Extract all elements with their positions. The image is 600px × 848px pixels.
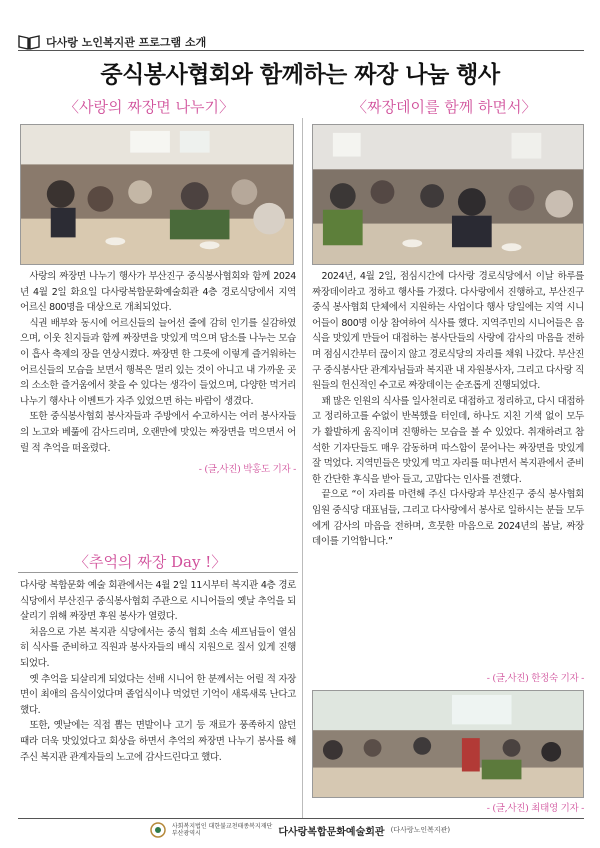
footer-org-sub: (다사랑노인복지관) [390, 826, 451, 834]
left2-paragraph-2: 처음으로 가본 복지관 식당에서는 중식 협회 소속 셰프님들이 열심히 식사를 준비하고 직원과 봉사자들의 배식 지원으로 질서 있게 진행되었다. [20, 626, 296, 669]
section-divider [18, 572, 298, 573]
left2-paragraph-1: 다사랑 복합문화 예술 회관에서는 4월 2일 11시부터 복지관 4층 경로식당에서 부산진구 중식봉사협회 주관으로 시니어들의 옛날 추억을 되살리기 위해 짜장면 후원 봉사가 열렸다. [20, 580, 296, 623]
right-paragraph-3: 끝으로 “이 자리를 마련해 주신 다사랑과 부산진구 중식 봉사협회 임원 중식당 대표님들, 그리고 다사랑에서 봉사로 일하시는 분들 모두에게 감사의 마음을 전하며, 흐뭇한 마음으로 2024년의 봄날, 짜장 데이를 기억합니다.” [312, 489, 584, 548]
section-title-jjajang-day: 〈짜장데이를 함께 하면서〉 [352, 98, 537, 116]
footer-org-lines [172, 823, 272, 837]
left-article-1 [20, 269, 296, 478]
byline-park: - (글,사진) 박홍도 기자 - [198, 464, 296, 476]
left2-paragraph-4: 또한, 옛날에는 직접 뽑는 면발이나 고기 등 재료가 풍족하지 않던 때라 더욱 맛있었다고 회상을 하면서 추억의 짜장면 나누기 봉사를 해주신 복지관 관계자들의 노고에 감사드린다고 했다. [20, 720, 296, 763]
right-paragraph-1: 2024년, 4월 2일, 점심시간에 다사랑 경로식당에서 이날 하루를 짜장데이라고 정하고 행사를 가졌다. 다사랑에서 진행하고, 부산진구 중식 봉사협회 단체에서 지원하는 사업이다 행사 당일에는 지역 시니어들이 800명 이상 참여하여 식사를 했다. 지역주민의 시니어들은 음식을 맛있게 만들어 대접하는 봉사단들의 사랑에 감사의 마음을 전하며 점심시간부터 끊이지 않고 경로식당의 자리를 채워 나갔다. 부산진구 중식봉사단 관계자님들과 복지관 내 자원봉사자, 그리고 다사랑 직원들의 헌신적인 수고로 짜장데이는 순조롭게 진행되었다. [312, 271, 584, 392]
left2-paragraph-3: 옛 추억을 되살리게 되었다는 선배 시니어 한 분께서는 어릴 적 자장면이 최애의 음식이었다며 졸업식이나 먹었던 기억이 새록새록 난다고 했다. [20, 673, 296, 716]
footer-org-line2: 부산광역시 [171, 830, 201, 837]
section-title-love-jjajang: 〈사랑의 짜장면 나누기〉 [64, 98, 234, 116]
byline-choi: - (글,사진) 최태영 기자 - [486, 803, 584, 814]
footer-org-line1: 사회복지법인 대한불교천태종복지재단 [171, 823, 273, 830]
left-paragraph-1: 사랑의 짜장면 나누기 행사가 부산진구 중식봉사협회와 함께 2024년 4월 2일 화요일 다사랑복합문화예술회관 4층 경로식당에서 지역 어르신 800명을 대상으로 개최되었다. [20, 271, 296, 314]
photo-dining-hall-2 [312, 124, 584, 265]
header-rule [18, 50, 584, 51]
left-article-2 [20, 578, 296, 765]
right-article [312, 269, 584, 550]
left-paragraph-2: 식권 배부와 동시에 어르신들의 늘어선 줄에 감히 인기를 실감하였으며, 이웃 친지들과 함께 짜장면을 맛있게 먹으며 담소를 나누는 모습이 흡사 축제의 장을 연상시켰다. 짜장면 한 그릇에 이렇게 즐거워하는 어르신들의 모습을 보면서 행복은 멀리 있는 것이 아니고 내 가까운 곳의 소소한 즐거움에서 찾을 수 있다는 생각이 들었으며, 다양한 먹거리 나누기 행사나 이벤트가 자주 있었으면 하는 바람이 생겼다. [20, 317, 296, 407]
program-label: 다사랑 노인복지관 프로그램 소개 [46, 36, 207, 49]
organization-logo-icon [150, 822, 166, 838]
open-book-icon [18, 34, 40, 50]
program-header [18, 34, 206, 50]
photo-dining-hall-3 [312, 690, 584, 798]
section-title-memory-day: 〈추억의 짜장 Day !〉 [74, 553, 227, 571]
right-paragraph-2: 꽤 많은 인원의 식사를 일사천리로 대접하고 정리하고, 다시 대접하고 정리하고를 수없이 반복했을 터인데, 하나도 지친 기색 없이 모두가 활발하게 움직이며 진행하는 모습을 볼 수 있었다. 취재하려고 참석한 기자단들도 매우 감동하며 따스함이 묻어나는 짜장면을 맛있게 잘 먹었다. 지역민들은 맛있게 먹고 자리를 떠나면서 복지관에서 준비한 간단한 후식을 받아 들고, 고맙다는 인사를 전했다. [312, 395, 584, 485]
footer-org-name: 다사랑복합문화예술회관 [278, 826, 385, 838]
page-title: 중식봉사협회와 함께하는 짜장 나눔 행사 [100, 62, 500, 88]
photo-dining-hall-1 [20, 124, 294, 265]
byline-han: - (글,사진) 한정숙 기자 - [486, 673, 584, 684]
footer-rule [18, 818, 584, 819]
left-paragraph-3: 또한 중식봉사협회 봉사자들과 주방에서 수고하시는 여러 봉사자들의 노고와 베풂에 감사드리며, 오랜만에 맛있는 짜장면을 먹으면서 어릴 적 추억을 떠올렸다. [20, 411, 296, 454]
column-divider [302, 118, 303, 818]
footer [0, 822, 600, 838]
